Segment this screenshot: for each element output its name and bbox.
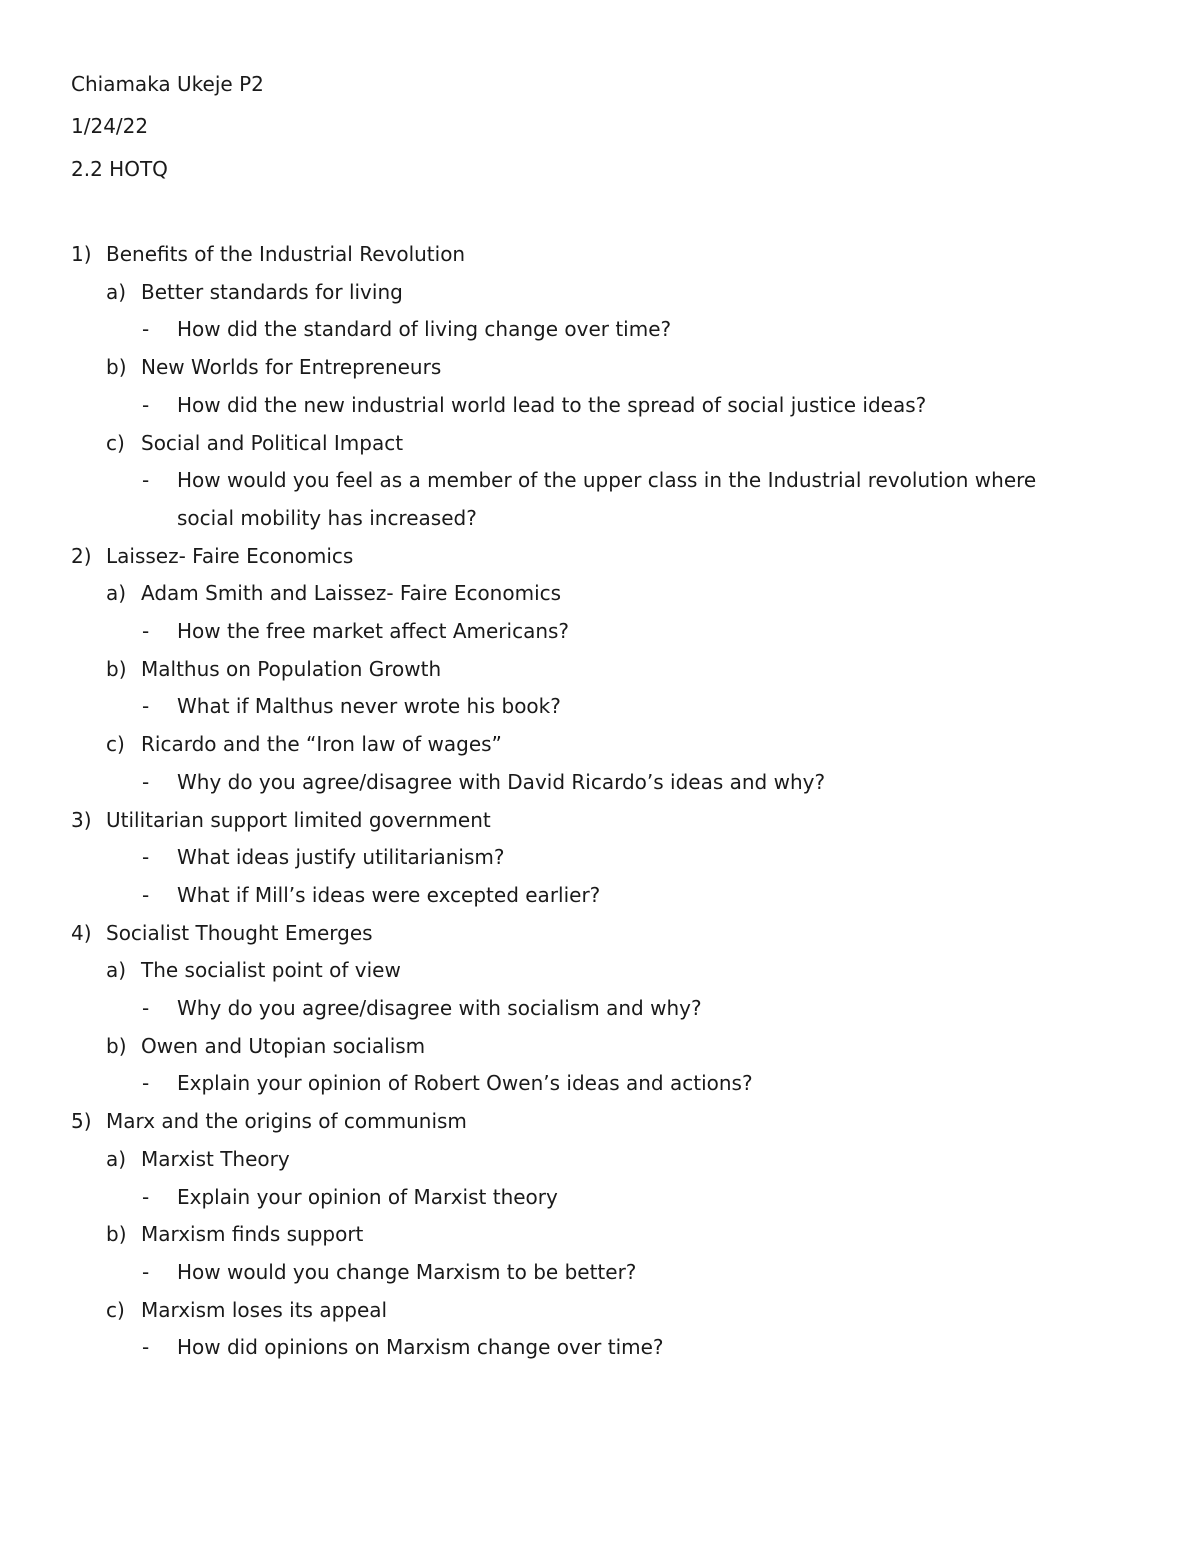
list-item-text: Explain your opinion of Marxist theory	[177, 1184, 558, 1209]
list-marker: b)	[106, 355, 127, 380]
list-marker: b)	[106, 1222, 127, 1247]
list-marker: c)	[106, 732, 125, 757]
list-item-text: What if Malthus never wrote his book?	[177, 694, 561, 719]
list-marker: a)	[106, 581, 127, 606]
list-item-text: Marxist Theory	[141, 1146, 290, 1171]
list-item-text: Malthus on Population Growth	[141, 656, 442, 681]
list-marker: c)	[106, 1297, 125, 1322]
list-marker: -	[142, 1071, 150, 1096]
list-marker: -	[142, 392, 150, 417]
list-marker: 1)	[71, 242, 92, 266]
list-item-text: Benefits of the Industrial Revolution	[106, 242, 466, 266]
list-marker: -	[142, 845, 150, 870]
list-marker: 3)	[71, 807, 92, 832]
list-marker: -	[142, 694, 150, 719]
list-marker: b)	[106, 656, 127, 681]
assignment-title: 2.2 HOTQ	[71, 157, 168, 181]
list-item-text: What if Mill’s ideas were excepted earlier?	[177, 882, 601, 907]
list-marker: 2)	[71, 543, 92, 568]
list-marker: 5)	[71, 1109, 92, 1134]
list-item-text: Socialist Thought Emerges	[106, 920, 373, 945]
list-marker: a)	[106, 958, 127, 983]
list-marker: b)	[106, 1033, 127, 1058]
list-marker: a)	[106, 279, 127, 304]
list-marker: -	[142, 619, 150, 643]
list-item-text: Owen and Utopian socialism	[141, 1033, 426, 1058]
list-item-text: How did opinions on Marxism change over time?	[177, 1335, 664, 1360]
list-item-text: How the free market affect Americans?	[177, 619, 570, 643]
list-marker: -	[142, 1184, 150, 1209]
list-item-text: Adam Smith and Laissez- Faire Economics	[141, 581, 562, 606]
date: 1/24/22	[71, 114, 149, 138]
list-marker: -	[142, 1335, 150, 1360]
list-item-text: The socialist point of view	[141, 958, 401, 983]
list-item-text: How did the new industrial world lead to the spread of social justice ideas?	[177, 392, 927, 417]
list-item-text: Social and Political Impact	[141, 430, 404, 455]
list-item-text: Ricardo and the “Iron law of wages”	[141, 732, 502, 757]
list-marker: -	[142, 317, 150, 342]
list-item-text: Utilitarian support limited government	[106, 807, 491, 832]
list-item-text: What ideas justify utilitarianism?	[177, 845, 505, 870]
list-item-text: How did the standard of living change over time?	[177, 317, 672, 342]
list-item-text: Why do you agree/disagree with David Ricardo’s ideas and why?	[177, 769, 826, 794]
list-marker: -	[142, 769, 150, 794]
list-item-text: Explain your opinion of Robert Owen’s ideas and actions?	[177, 1071, 753, 1096]
list-marker: -	[142, 1259, 150, 1284]
list-item-text: How would you change Marxism to be better?	[177, 1259, 637, 1284]
list-marker: c)	[106, 430, 125, 455]
list-item-text: Why do you agree/disagree with socialism and why?	[177, 996, 702, 1020]
list-marker: 4)	[71, 920, 92, 945]
list-item-text: Marxism loses its appeal	[141, 1297, 388, 1322]
list-marker: -	[142, 468, 150, 493]
list-item-text: Laissez- Faire Economics	[106, 543, 354, 568]
list-marker: a)	[106, 1146, 127, 1171]
list-marker: -	[142, 996, 150, 1020]
list-item-text: New Worlds for Entrepreneurs	[141, 355, 442, 380]
list-item-text: How would you feel as a member of the upper class in the Industrial revolution where	[177, 468, 1037, 493]
list-marker: -	[142, 882, 150, 907]
list-item-text: Better standards for living	[141, 279, 403, 304]
student-name: Chiamaka Ukeje P2	[71, 72, 264, 96]
list-item-text: social mobility has increased?	[177, 505, 477, 530]
list-item-text: Marx and the origins of communism	[106, 1109, 467, 1134]
list-item-text: Marxism finds support	[141, 1222, 364, 1247]
